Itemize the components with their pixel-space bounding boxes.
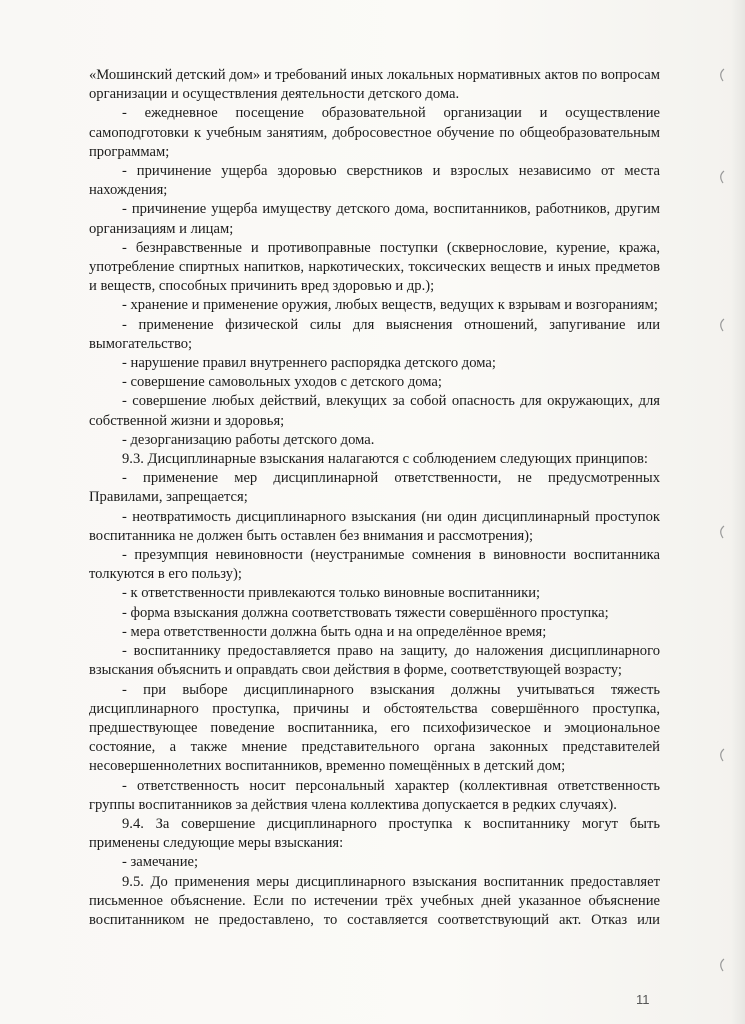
paragraph: - при выборе дисциплинарного взыскания должны учитываться тяжесть дисциплинарного проступка, причины и обстоятельства совершённого проступка, предшествующее поведение воспитанника, его психофизическое и эмоциональное состояние, а также мнение представительного органа законных представителей несовершеннолетних воспитанников, временно помещённых в детский дом; bbox=[89, 681, 660, 775]
paragraph: «Мошинский детский дом» и требований иных локальных нормативных актов по вопросам организации и осуществления деятельности детского дома. bbox=[89, 67, 660, 103]
margin-mark-icon bbox=[716, 170, 726, 184]
margin-mark-icon bbox=[716, 525, 726, 539]
margin-mark-icon bbox=[716, 748, 726, 762]
paragraph: - форма взыскания должна соответствовать тяжести совершённого проступка; bbox=[122, 604, 609, 621]
paragraph: - хранение и применение оружия, любых веществ, ведущих к взрывам и возгораниям; bbox=[122, 297, 658, 314]
paragraph: - нарушение правил внутреннего распорядка детского дома; bbox=[122, 355, 496, 372]
paragraph: - неотвратимость дисциплинарного взыскания (ни один дисциплинарный проступок воспитанника не должен быть оставлен без внимания и рассмотрения); bbox=[89, 508, 660, 544]
paragraph: - ежедневное посещение образовательной организации и осуществление самоподготовки к учебным занятиям, добросовестное обучение по общеобразовательным программам; bbox=[89, 105, 660, 160]
page-number: 11 bbox=[636, 992, 650, 1007]
section-heading: 9.3. Дисциплинарные взыскания налагаются с соблюдением следующих принципов: bbox=[122, 451, 648, 468]
section-heading: 9.5. До применения меры дисциплинарного взыскания воспитанник предоставляет письменное объяснение. Если по истечении трёх учебных дней указанное объяснение воспитанником не предоставлено, то составляется соответствующий акт. Отказ или bbox=[89, 873, 660, 928]
paragraph: - дезорганизацию работы детского дома. bbox=[122, 431, 375, 448]
paragraph: - причинение ущерба здоровью сверстников и взрослых независимо от места нахождения; bbox=[89, 163, 660, 199]
section-heading: 9.4. За совершение дисциплинарного проступка к воспитаннику могут быть применены следующие меры взыскания: bbox=[89, 815, 660, 852]
paragraph: - замечание; bbox=[122, 854, 199, 871]
paragraph: - ответственность носит персональный характер (коллективная ответственность группы воспитанников за действия члена коллектива допускается в редких случаях). bbox=[89, 777, 660, 813]
paragraph: - применение мер дисциплинарной ответственности, не предусмотренных Правилами, запрещается; bbox=[89, 470, 660, 506]
paragraph: - воспитаннику предоставляется право на защиту, до наложения дисциплинарного взыскания объяснить и оправдать свои действия в форме, соответствующей возрасту; bbox=[89, 643, 660, 679]
document-body bbox=[89, 66, 660, 930]
margin-mark-icon bbox=[716, 318, 726, 332]
paragraph: - совершение самовольных уходов с детского дома; bbox=[122, 374, 442, 391]
margin-mark-icon bbox=[716, 958, 726, 972]
margin-mark-icon bbox=[716, 68, 726, 82]
paragraph: - совершение любых действий, влекущих за собой опасность для окружающих, для собственной жизни и здоровья; bbox=[89, 393, 660, 429]
paragraph: - мера ответственности должна быть одна и на определённое время; bbox=[122, 623, 547, 640]
paragraph: - причинение ущерба имуществу детского дома, воспитанников, работников, другим организациям и лицам; bbox=[89, 201, 660, 237]
paragraph: - применение физической силы для выяснения отношений, запугивание или вымогательство; bbox=[89, 316, 660, 352]
paragraph: - к ответственности привлекаются только виновные воспитанники; bbox=[122, 585, 541, 602]
paragraph: - презумпция невиновности (неустранимые сомнения в виновности воспитанника толкуются в его пользу); bbox=[89, 547, 660, 583]
page-edge-shadow bbox=[731, 0, 745, 1024]
paragraph: - безнравственные и противоправные поступки (сквернословие, курение, кража, употребление спиртных напитков, наркотических, токсических веществ и иных предметов и веществ, способных причинить вред здоровью и др.); bbox=[89, 239, 660, 295]
